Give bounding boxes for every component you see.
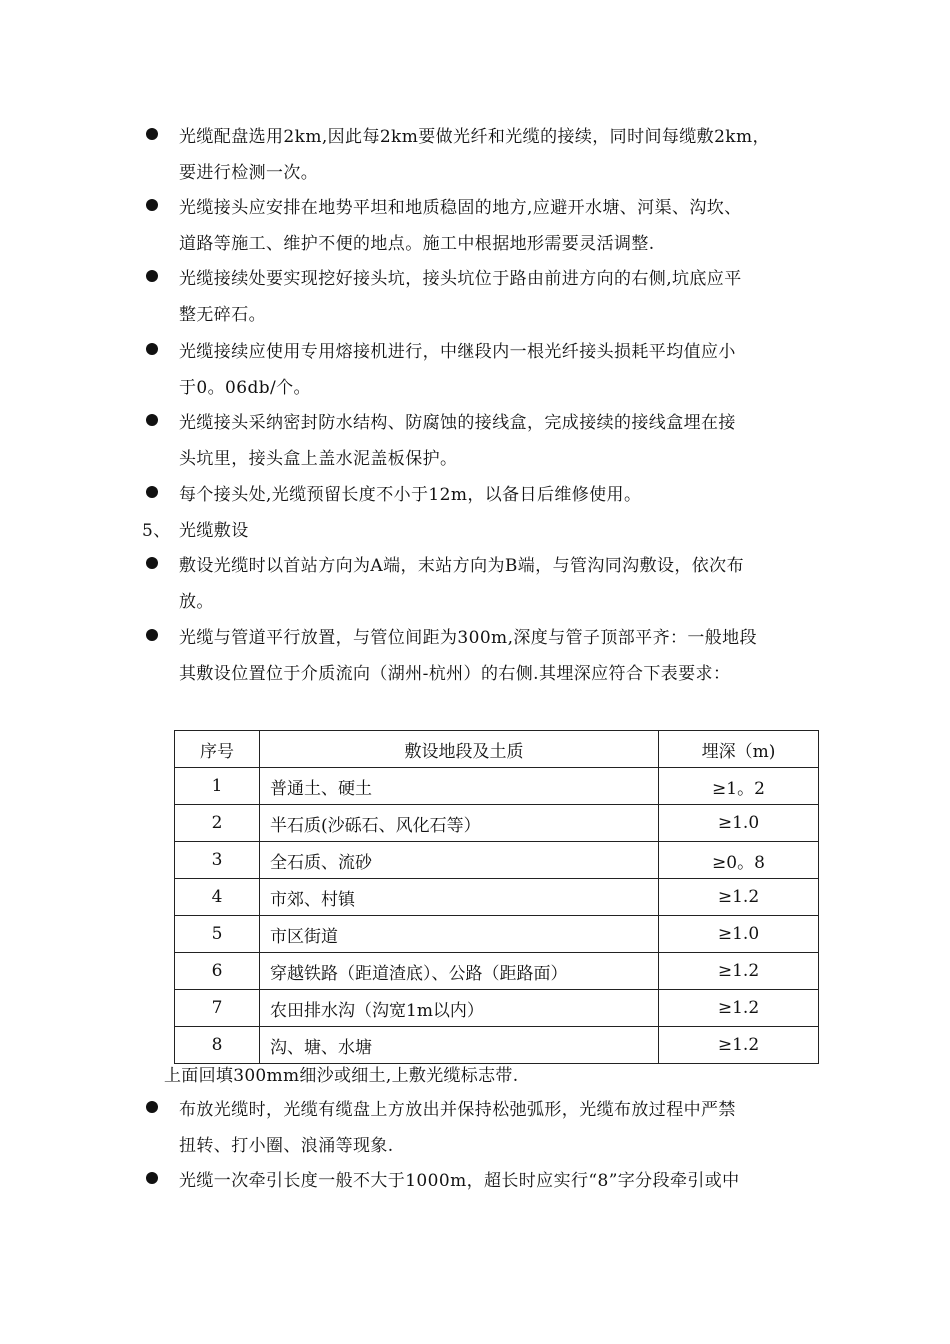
cell-section: 全石质、流砂	[260, 842, 659, 879]
bullet-line: 放。	[179, 592, 214, 612]
bullet-line: 每个接头处,光缆预留长度不小于12m，以备日后维修使用。	[179, 485, 642, 505]
bullet-line: 布放光缆时，光缆有缆盘上方放出并保持松弛弧形，光缆布放过程中严禁	[179, 1100, 736, 1120]
section-title: 光缆敷设	[179, 521, 249, 541]
cell-number: 5	[175, 916, 260, 953]
backfill-note: 上面回填300mm细沙或细土,上敷光缆标志带.	[164, 1066, 519, 1086]
cell-depth: ≥0。8	[659, 842, 819, 879]
bullet-dot-icon	[146, 486, 158, 498]
section-heading	[142, 513, 249, 549]
bullet-item	[140, 405, 820, 477]
bullet-item	[140, 477, 820, 513]
burial-depth-table	[174, 730, 819, 1064]
bullet-line: 光缆接续应使用专用熔接机进行，中继段内一根光纤接头损耗平均值应小	[179, 342, 736, 362]
cell-number: 3	[175, 842, 260, 879]
bullet-item	[140, 261, 820, 333]
bullet-dot-icon	[146, 414, 158, 426]
bullet-dot-icon	[146, 1101, 158, 1113]
cell-number: 4	[175, 879, 260, 916]
bullet-item	[140, 190, 820, 262]
cell-section: 普通土、硬土	[260, 768, 659, 805]
bullet-dot-icon	[146, 557, 158, 569]
bullet-dot-icon	[146, 128, 158, 140]
cell-depth: ≥1.0	[659, 916, 819, 953]
table-row	[175, 768, 819, 805]
bullet-line: 光缆接头采纳密封防水结构、防腐蚀的接线盒，完成接续的接线盒埋在接	[179, 413, 736, 433]
bullet-dot-icon	[146, 1172, 158, 1184]
bullet-line: 道路等施工、维护不便的地点。施工中根据地形需要灵活调整.	[179, 234, 655, 254]
bullet-item	[140, 119, 820, 191]
bullet-line: 整无碎石。	[179, 305, 266, 325]
bullet-item	[140, 620, 820, 692]
cell-number: 6	[175, 953, 260, 990]
table-row	[175, 953, 819, 990]
cell-depth: ≥1.2	[659, 879, 819, 916]
cell-number: 7	[175, 990, 260, 1027]
bullet-line: 头坑里，接头盒上盖水泥盖板保护。	[179, 449, 458, 469]
column-header-section: 敷设地段及土质	[260, 731, 659, 768]
bullet-line: 扭转、打小圈、浪涌等现象.	[179, 1136, 394, 1156]
bullet-dot-icon	[146, 270, 158, 282]
cell-number: 1	[175, 768, 260, 805]
bullet-line: 敷设光缆时以首站方向为A端，末站方向为B端，与管沟同沟敷设，依次布	[179, 556, 744, 576]
bullet-item	[140, 1163, 820, 1199]
bullet-line: 要进行检测一次。	[179, 163, 319, 183]
table-row	[175, 842, 819, 879]
bullet-line: 光缆接续处要实现挖好接头坑，接头坑位于路由前进方向的右侧,坑底应平	[179, 269, 742, 289]
bullet-line: 光缆接头应安排在地势平坦和地质稳固的地方,应避开水塘、河渠、沟坎、	[179, 198, 742, 218]
cell-number: 2	[175, 805, 260, 842]
bullet-line: 光缆配盘选用2km,因此每2km要做光纤和光缆的接续，同时间每缆敷2km，	[179, 127, 770, 147]
cell-section: 沟、塘、水塘	[260, 1027, 659, 1064]
bullet-line: 光缆一次牵引长度一般不大于1000m，超长时应实行“8”字分段牵引或中	[179, 1171, 740, 1191]
cell-depth: ≥1.2	[659, 990, 819, 1027]
cell-section: 农田排水沟（沟宽1m以内）	[260, 990, 659, 1027]
table-row	[175, 990, 819, 1027]
column-header-number: 序号	[175, 731, 260, 768]
table-row	[175, 916, 819, 953]
cell-section: 穿越铁路（距道渣底）、公路（距路面）	[260, 953, 659, 990]
section-number: 5、	[142, 521, 171, 541]
bullet-item	[140, 1092, 820, 1164]
column-header-depth: 埋深（m)	[659, 731, 819, 768]
bullet-item	[140, 334, 820, 406]
table-row	[175, 879, 819, 916]
cell-number: 8	[175, 1027, 260, 1064]
table-row	[175, 1027, 819, 1064]
cell-section: 半石质(沙砾石、风化石等）	[260, 805, 659, 842]
cell-depth: ≥1.0	[659, 805, 819, 842]
table-row	[175, 805, 819, 842]
cell-section: 市郊、村镇	[260, 879, 659, 916]
bullet-line: 其敷设位置位于介质流向（湖州-杭州）的右侧.其埋深应符合下表要求：	[179, 664, 731, 684]
bullet-dot-icon	[146, 199, 158, 211]
bullet-item	[140, 548, 820, 620]
bullet-line: 光缆与管道平行放置，与管位间距为300m,深度与管子顶部平齐：一般地段	[179, 628, 757, 648]
cell-depth: ≥1。2	[659, 768, 819, 805]
bullet-dot-icon	[146, 343, 158, 355]
bullet-dot-icon	[146, 629, 158, 641]
cell-depth: ≥1.2	[659, 953, 819, 990]
table-header-row	[175, 731, 819, 768]
cell-section: 市区街道	[260, 916, 659, 953]
bullet-line: 于0。06db/个。	[179, 378, 311, 398]
cell-depth: ≥1.2	[659, 1027, 819, 1064]
